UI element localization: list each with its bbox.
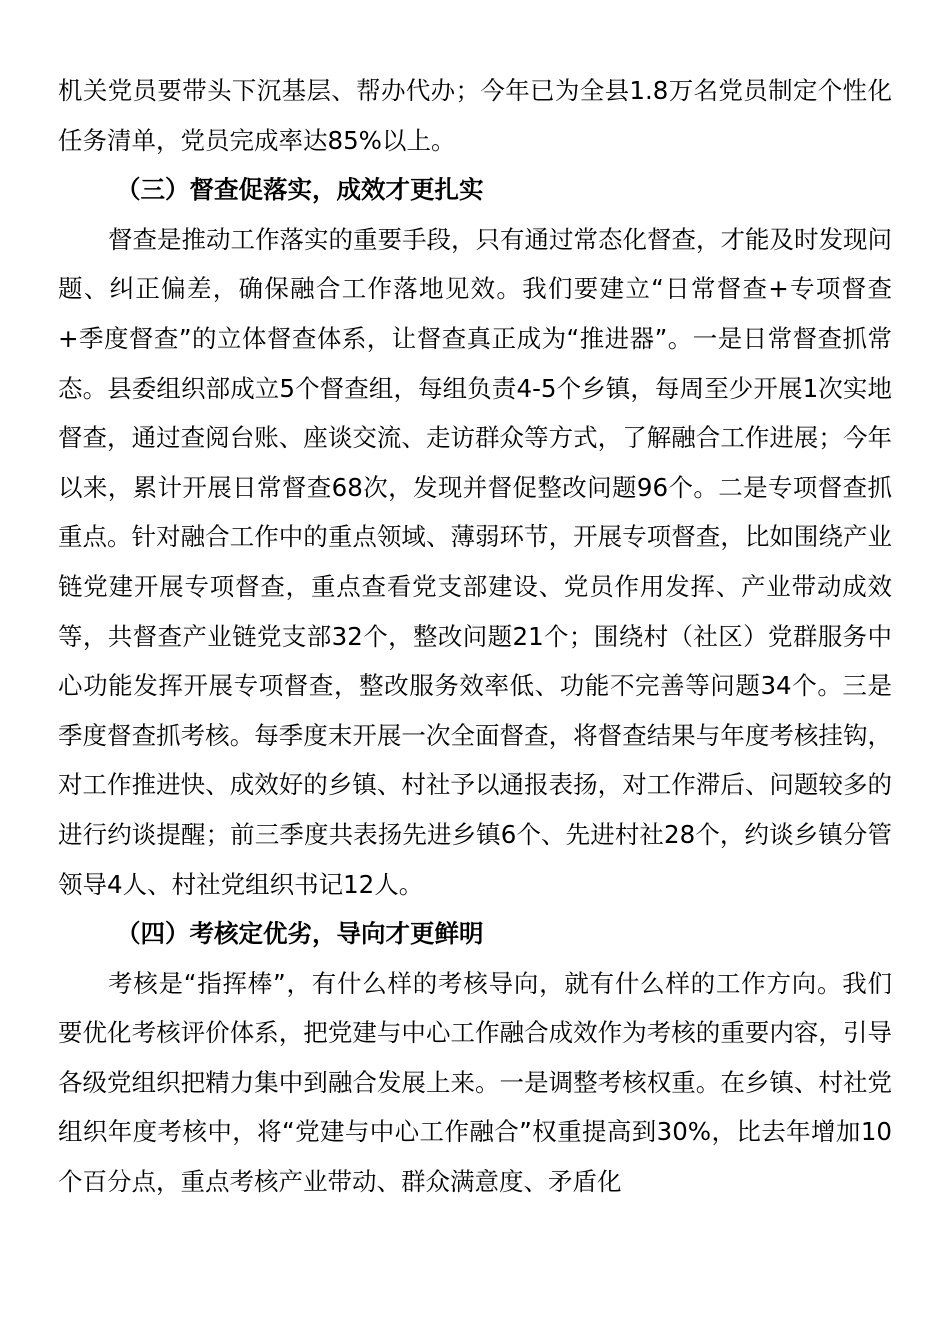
paragraph-continuation: 机关党员要带头下沉基层、帮办代办；今年已为全县1.8万名党员制定个性化任务清单，党员完成率达85%以上。 <box>58 76 892 155</box>
paragraph-assessment: 考核是“指挥棒”，有什么样的考核导向，就有什么样的工作方向。我们要优化考核评价体系，把党建与中心工作融合成效作为考核的重要内容，引导各级党组织把精力集中到融合发展上来。一是调整考核权重。在乡镇、村社党组织年度考核中，将“党建与中心工作融合”权重提高到30%，比去年增加10个百分点，重点考核产业带动、群众满意度、矛盾化 <box>58 968 892 1197</box>
section-heading-3: （三）督查促落实，成效才更扎实 <box>116 175 484 205</box>
document-body <box>58 66 892 1207</box>
section-heading-4: （四）考核定优劣，导向才更鲜明 <box>116 919 484 949</box>
paragraph-supervision: 督查是推动工作落实的重要手段，只有通过常态化督查，才能及时发现问题、纠正偏差，确保融合工作落地见效。我们要建立“日常督查+专项督查+季度督查”的立体督查体系，让督查真正成为“推进器”。一是日常督查抓常态。县委组织部成立5个督查组，每组负责4-5个乡镇，每周至少开展1次实地督查，通过查阅台账、座谈交流、走访群众等方式，了解融合工作进展；今年以来，累计开展日常督查68次，发现并督促整改问题96个。二是专项督查抓重点。针对融合工作中的重点领域、薄弱环节，开展专项督查，比如围绕产业链党建开展专项督查，重点查看党支部建设、党员作用发挥、产业带动成效等，共督查产业链党支部32个，整改问题21个；围绕村（社区）党群服务中心功能发挥开展专项督查，整改服务效率低、功能不完善等问题34个。三是季度督查抓考核。每季度末开展一次全面督查，将督查结果与年度考核挂钩，对工作推进快、成效好的乡镇、村社予以通报表扬，对工作滞后、问题较多的进行约谈提醒；前三季度共表扬先进乡镇6个、先进村社28个，约谈乡镇分管领导4人、村社党组织书记12人。 <box>58 224 892 899</box>
